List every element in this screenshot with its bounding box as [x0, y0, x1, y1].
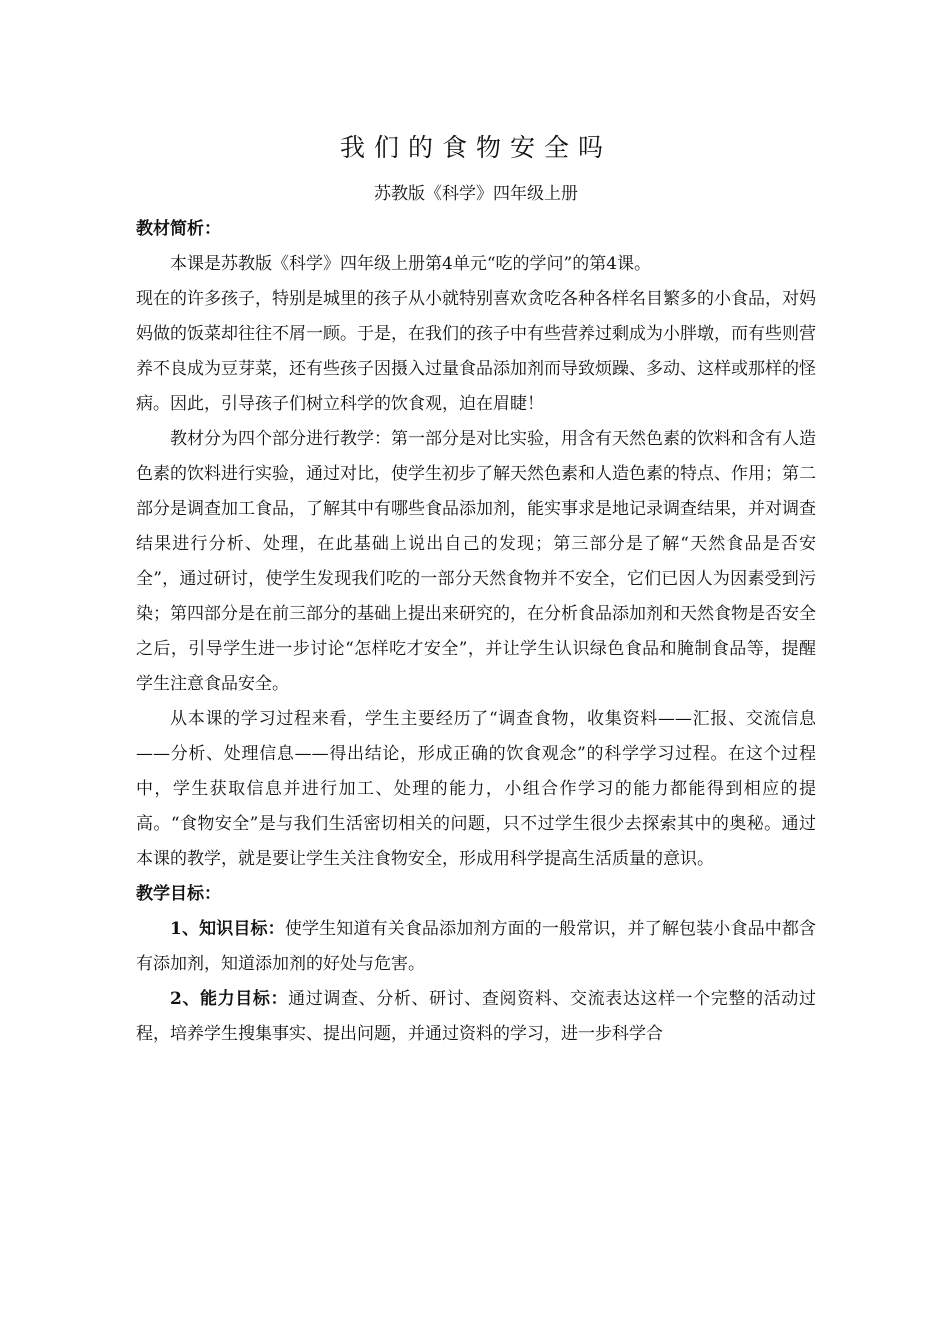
goal-knowledge-text: 使学生知道有关食品添加剂方面的一般常识，并了解包装小食品中都含有添加剂，知道添加剂的好处与危害。	[136, 919, 816, 974]
paragraph-intro: 本课是苏教版《科学》四年级上册第4单元“吃的学问”的第4课。	[170, 254, 652, 274]
document-page	[136, 128, 816, 1052]
section-heading-analysis: 教材简析：	[136, 219, 221, 239]
goal-knowledge	[136, 912, 816, 982]
paragraph-background: 现在的许多孩子，特别是城里的孩子从小就特别喜欢贪吃各种各样名目繁多的小食品，对妈妈做的饭菜却往往不屑一顾。于是，在我们的孩子中有些营养过剩成为小胖墩，而有些则营养不良成为豆芽菜，还有些孩子因摄入过量食品添加剂而导致烦躁、多动、这样或那样的怪病。因此，引导孩子们树立科学的饮食观，迫在眉睫！	[136, 289, 816, 414]
paragraph-structure: 教材分为四个部分进行教学：第一部分是对比实验，用含有天然色素的饮料和含有人造色素的饮料进行实验，通过对比，使学生初步了解天然色素和人造色素的特点、作用；第二部分是调查加工食品，了解其中有哪些食品添加剂，能实事求是地记录调查结果，并对调查结果进行分析、处理，在此基础上说出自己的发现；第三部分是了解“天然食品是否安全”，通过研讨，使学生发现我们吃的一部分天然食物并不安全，它们已因人为因素受到污染；第四部分是在前三部分的基础上提出来研究的，在分析食品添加剂和天然食物是否安全之后，引导学生进一步讨论“怎样吃才安全”，并让学生认识绿色食品和腌制食品等，提醒学生注意食品安全。	[136, 429, 816, 694]
paragraph-process: 从本课的学习过程来看，学生主要经历了“调查食物，收集资料——汇报、交流信息——分析、处理信息——得出结论，形成正确的饮食观念”的科学学习过程。在这个过程中，学生获取信息并进行加工、处理的能力，小组合作学习的能力都能得到相应的提高。“食物安全”是与我们生活密切相关的问题，只不过学生很少去探索其中的奥秘。通过本课的教学，就是要让学生关注食物安全，形成用科学提高生活质量的意识。	[136, 709, 816, 869]
document-subtitle: 苏教版《科学》四年级上册	[374, 184, 578, 204]
goal-knowledge-label: 1、知识目标：	[170, 919, 285, 939]
goal-ability	[136, 982, 816, 1052]
goal-ability-label: 2、能力目标：	[170, 989, 289, 1009]
goal-ability-text: 通过调查、分析、研讨、查阅资料、交流表达这样一个完整的活动过程，培养学生搜集事实、提出问题，并通过资料的学习，进一步科学合	[136, 989, 816, 1044]
document-title: 我们的食物安全吗	[339, 133, 612, 162]
section-heading-goals: 教学目标：	[136, 884, 221, 904]
